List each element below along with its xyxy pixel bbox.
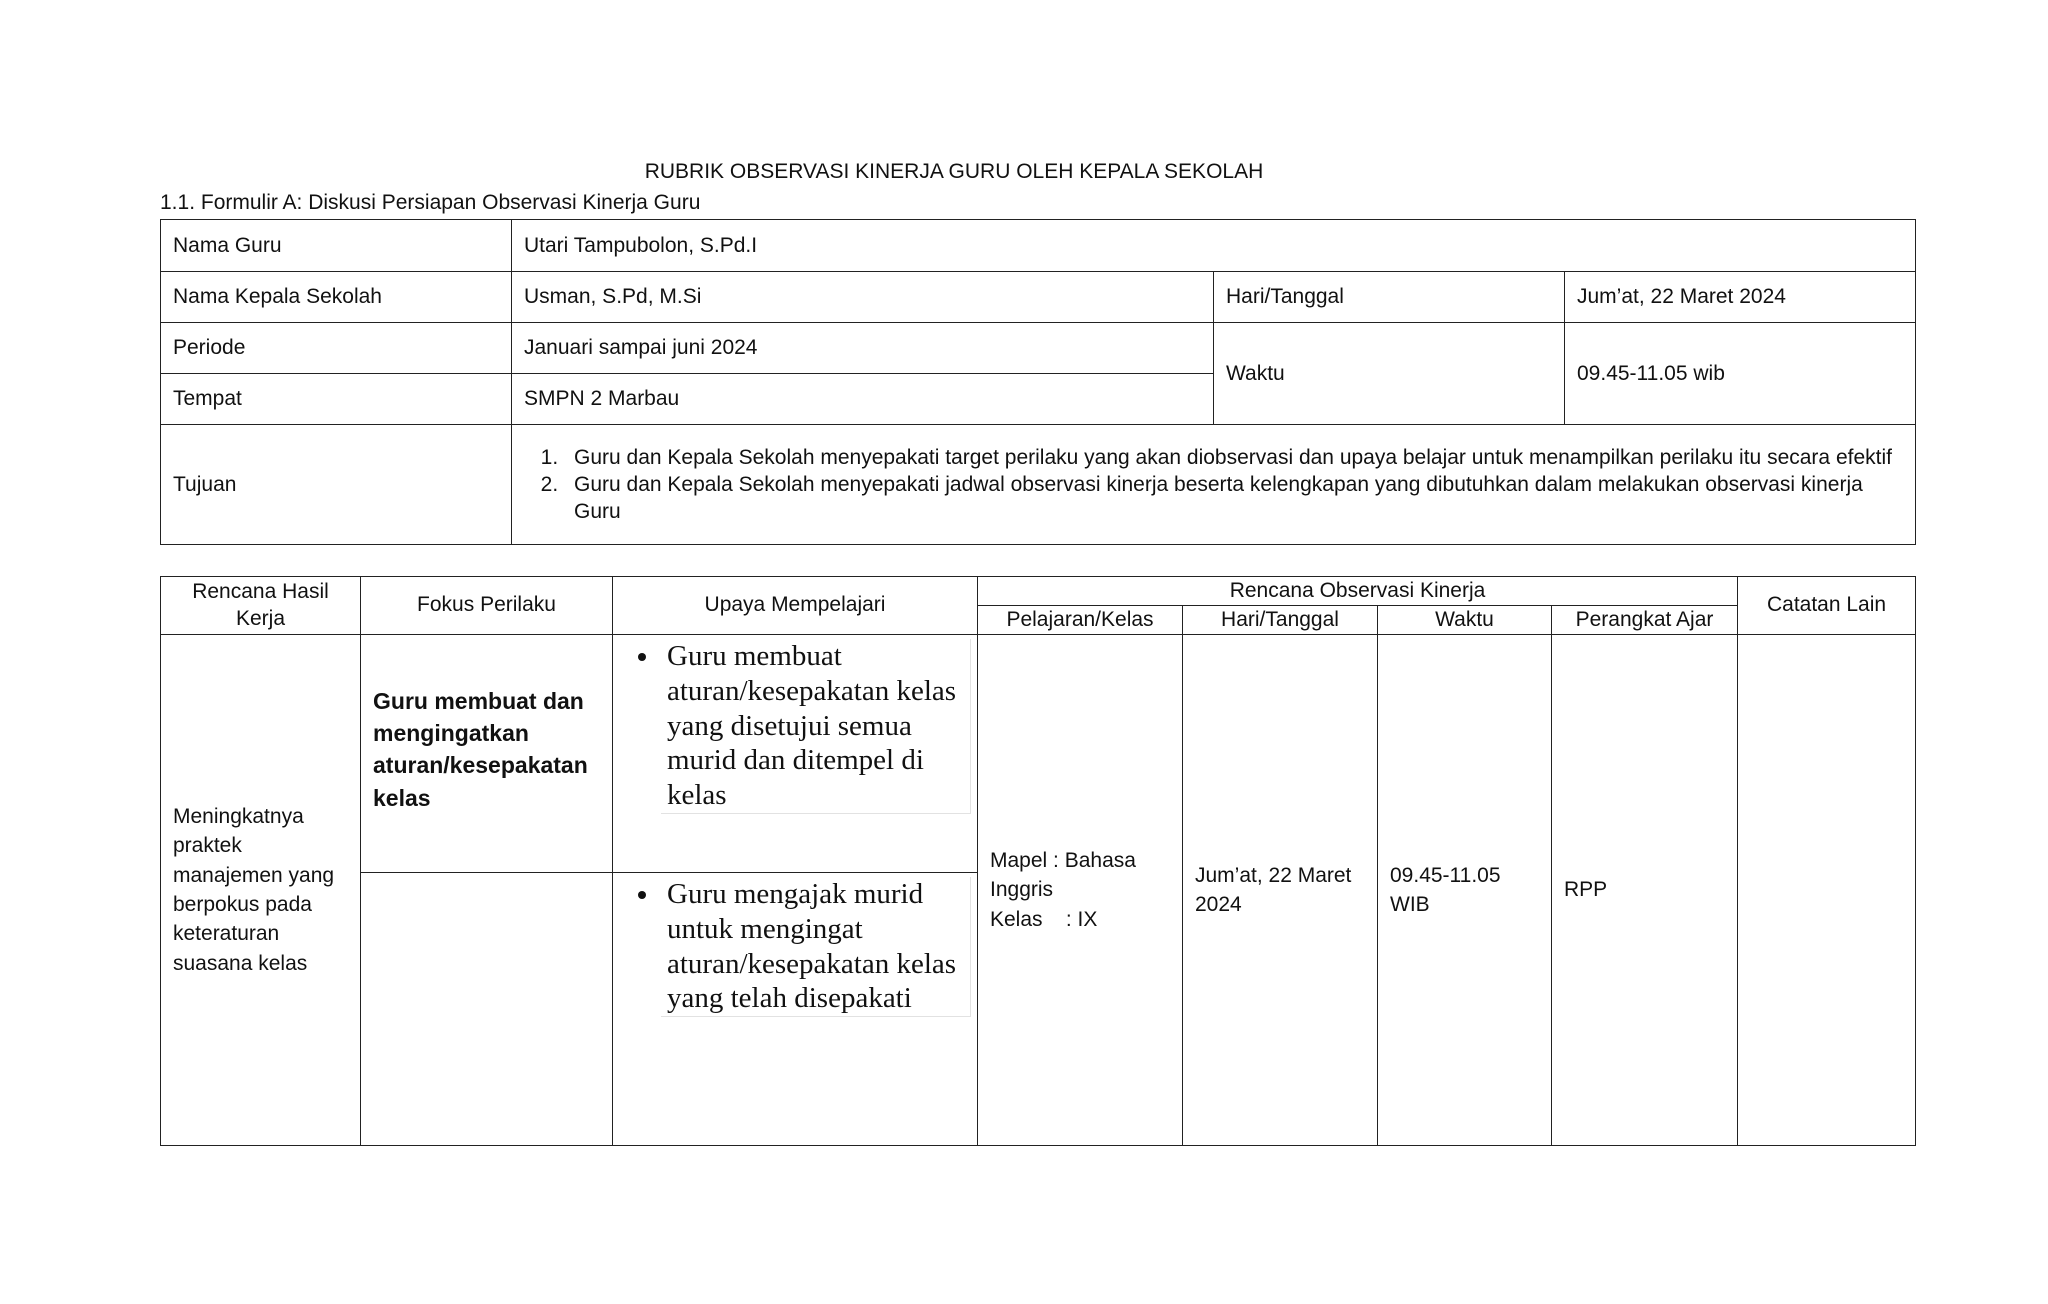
list-item: 1. Guru dan Kepala Sekolah menyepakati target perilaku yang akan diobservasi dan upaya belajar untuk menampilkan perilaku itu secara efektif (564, 444, 1903, 471)
cell-perangkat: RPP (1552, 635, 1738, 1146)
header-upaya: Upaya Mempelajari (613, 577, 978, 635)
header-waktu: Waktu (1378, 606, 1552, 635)
list-item: 2. Guru dan Kepala Sekolah menyepakati jadwal observasi kinerja beserta kelengkapan yang dibutuhkan dalam melakukan observasi kinerja Guru (564, 471, 1903, 526)
header-fokus: Fokus Perilaku (361, 577, 613, 635)
cell-pelajaran (978, 635, 1183, 1146)
document-title: RUBRIK OBSERVASI KINERJA GURU OLEH KEPALA SEKOLAH (644, 160, 1264, 183)
upaya-list (661, 639, 971, 814)
section-title: 1.1. Formulir A: Diskusi Persiapan Observasi Kinerja Guru (160, 191, 701, 214)
periode-label: Periode (161, 323, 512, 374)
info-table (160, 219, 1916, 545)
header-catatan: Catatan Lain (1738, 577, 1916, 635)
cell-upaya-1 (613, 635, 978, 873)
tempat-label: Tempat (161, 374, 512, 425)
tujuan-list-cell (512, 425, 1916, 545)
header-perangkat: Perangkat Ajar (1552, 606, 1738, 635)
hari-label: Hari/Tanggal (1214, 272, 1565, 323)
list-item: • Guru mengajak murid untuk mengingat aturan/kesepakatan kelas yang telah disepakati (661, 877, 970, 1016)
pelajaran-mapel: Mapel : Bahasa Inggris (990, 848, 1136, 902)
periode-value: Januari sampai juni 2024 (512, 323, 1214, 374)
plan-table (160, 576, 1916, 1146)
nama-kepsek-label: Nama Kepala Sekolah (161, 272, 512, 323)
pelajaran-kelas: Kelas : IX (990, 907, 1098, 931)
table-row (161, 635, 1916, 873)
cell-waktu: 09.45-11.05 WIB (1378, 635, 1552, 1146)
tujuan-label: Tujuan (161, 425, 512, 545)
header-hari: Hari/Tanggal (1183, 606, 1378, 635)
table-row (161, 425, 1916, 545)
cell-fokus: Guru membuat dan mengingatkan aturan/kesepakatan kelas (361, 635, 613, 873)
waktu-label: Waktu (1214, 323, 1565, 425)
tempat-value: SMPN 2 Marbau (512, 374, 1214, 425)
hari-value: Jum’at, 22 Maret 2024 (1565, 272, 1916, 323)
header-rencana-hasil: Rencana Hasil Kerja (161, 577, 361, 635)
nama-guru-label: Nama Guru (161, 220, 512, 272)
header-pelajaran: Pelajaran/Kelas (978, 606, 1183, 635)
header-rencana-obs: Rencana Observasi Kinerja (978, 577, 1738, 606)
list-item: • Guru membuat aturan/kesepakatan kelas yang disetujui semua murid dan ditempel di kelas (661, 639, 970, 813)
cell-fokus-empty (361, 873, 613, 1146)
table-row (161, 323, 1916, 374)
cell-hari: Jum’at, 22 Maret 2024 (1183, 635, 1378, 1146)
table-row (161, 220, 1916, 272)
table-row (161, 272, 1916, 323)
upaya-list (661, 877, 971, 1017)
cell-upaya-2 (613, 873, 978, 1146)
tujuan-list (524, 444, 1903, 526)
table-header-row (161, 577, 1916, 606)
waktu-value: 09.45-11.05 wib (1565, 323, 1916, 425)
nama-kepsek-value: Usman, S.Pd, M.Si (512, 272, 1214, 323)
cell-rencana-hasil: Meningkatnya praktek manajemen yang berpokus pada keteraturan suasana kelas (161, 635, 361, 1146)
nama-guru-value: Utari Tampubolon, S.Pd.I (512, 220, 1916, 272)
cell-catatan (1738, 635, 1916, 1146)
